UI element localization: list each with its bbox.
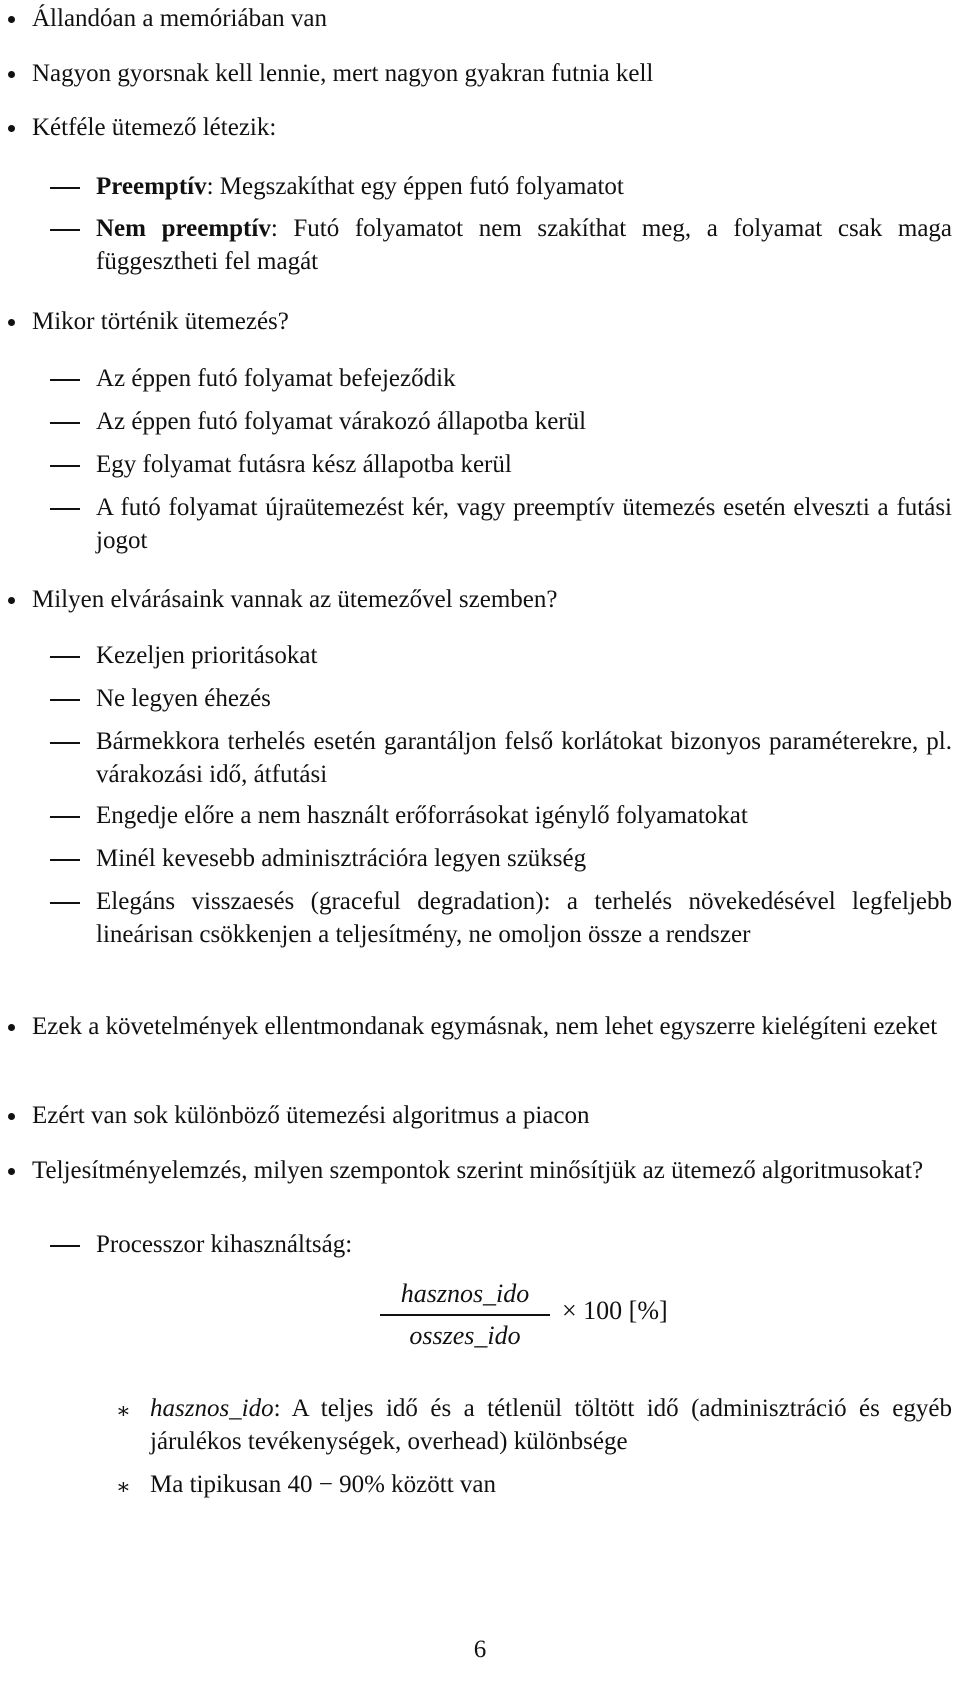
term-description: : Megszakíthat egy éppen futó folyamatot bbox=[206, 173, 624, 200]
sub-list-item-text: Egy folyamat futásra kész állapotba kerül bbox=[96, 451, 512, 478]
dash-icon bbox=[50, 508, 80, 510]
sub-list-item bbox=[96, 799, 952, 832]
sub-sub-list-item-text bbox=[150, 1392, 952, 1458]
dash-icon bbox=[50, 656, 80, 658]
dash-icon bbox=[50, 422, 80, 424]
list-item bbox=[32, 305, 952, 338]
dash-icon bbox=[50, 187, 80, 189]
sub-sub-list-item bbox=[116, 1468, 952, 1501]
list-item-text: Teljesítményelemzés, milyen szempontok szerint minősítjük az ütemező algoritmusokat? bbox=[32, 1157, 924, 1184]
sub-list-item bbox=[96, 1228, 952, 1261]
sub-list-item-text: Processzor kihasználtság: bbox=[96, 1231, 353, 1258]
formula-numerator: hasznos_ido bbox=[400, 1279, 530, 1308]
formula-fraction bbox=[380, 1276, 550, 1354]
bullet-icon bbox=[8, 16, 15, 23]
sub-list-item-text bbox=[96, 170, 952, 203]
sub-list-item-text: A futó folyamat újraütemezést kér, vagy preemptív ütemezés esetén elveszti a futási jogot bbox=[96, 494, 952, 554]
dash-icon bbox=[50, 816, 80, 818]
dash-icon bbox=[50, 699, 80, 701]
list-item bbox=[32, 583, 952, 616]
list-item bbox=[32, 2, 952, 35]
term-bold: Preemptív bbox=[96, 173, 207, 200]
formula-multiplier: × 100 [%] bbox=[562, 1296, 668, 1325]
sub-list-item-text bbox=[96, 212, 952, 278]
sub-list-item-text: Az éppen futó folyamat várakozó állapotba kerül bbox=[96, 408, 587, 435]
sub-list-item-text: Az éppen futó folyamat befejeződik bbox=[96, 365, 456, 392]
dash-icon bbox=[50, 229, 80, 231]
sub-list-item bbox=[96, 491, 952, 557]
dash-icon bbox=[50, 1245, 80, 1247]
dash-icon bbox=[50, 902, 80, 904]
term-description: : A teljes idő és a tétlenül töltött idő (adminisztráció és egyéb járulékos tevékenységek, overhead) különbsége bbox=[150, 1395, 952, 1455]
list-item-text: Nagyon gyorsnak kell lennie, mert nagyon gyakran futnia kell bbox=[32, 60, 654, 87]
list-item bbox=[32, 1010, 952, 1043]
list-item-text: Ezért van sok különböző ütemezési algoritmus a piacon bbox=[32, 1102, 590, 1129]
sub-list-item bbox=[96, 885, 952, 951]
bullet-icon bbox=[8, 71, 15, 78]
list-item-text: Ezek a követelmények ellentmondanak egymásnak, nem lehet egyszerre kielégíteni ezeket bbox=[32, 1013, 938, 1040]
formula-denominator: osszes_ido bbox=[409, 1321, 521, 1350]
sub-list-item bbox=[96, 682, 952, 715]
term-italic: hasznos_ido bbox=[150, 1395, 274, 1422]
sub-list-item bbox=[96, 212, 952, 278]
bullet-icon bbox=[8, 319, 15, 326]
asterisk-icon: ∗ bbox=[116, 1398, 131, 1423]
sub-list-item bbox=[96, 405, 952, 438]
dash-icon bbox=[50, 465, 80, 467]
bullet-icon bbox=[8, 1168, 15, 1175]
asterisk-icon: ∗ bbox=[116, 1474, 131, 1499]
list-item-text: Állandóan a memóriában van bbox=[32, 5, 328, 32]
list-item bbox=[32, 111, 952, 144]
list-item bbox=[32, 1154, 952, 1187]
sub-list-item bbox=[96, 842, 952, 875]
bullet-icon bbox=[8, 1113, 15, 1120]
sub-list-item-text: Elegáns visszaesés (graceful degradation): a terhelés növekedésével legfeljebb lineárisan csökkenjen a teljesítmény, ne omoljon össze a rendszer bbox=[96, 888, 952, 948]
bullet-icon bbox=[8, 125, 15, 132]
sub-list-item bbox=[96, 725, 952, 791]
sub-list-item bbox=[96, 639, 952, 672]
sub-sub-list-item-text: Ma tipikusan 40 − 90% között van bbox=[150, 1471, 496, 1498]
sub-list-item-text: Engedje előre a nem használt erőforrásokat igénylő folyamatokat bbox=[96, 802, 748, 829]
dash-icon bbox=[50, 742, 80, 744]
bullet-icon bbox=[8, 597, 15, 604]
sub-sub-list-item bbox=[116, 1392, 952, 1458]
list-item-text: Mikor történik ütemezés? bbox=[32, 308, 289, 335]
sub-list-item bbox=[96, 170, 952, 203]
bullet-icon bbox=[8, 1024, 15, 1031]
sub-list-item-text: Bármekkora terhelés esetén garantáljon felső korlátokat bizonyos paraméterekre, pl. várakozási idő, átfutási bbox=[96, 728, 952, 788]
page-number: 6 bbox=[473, 1636, 487, 1663]
list-item bbox=[32, 1099, 952, 1132]
list-item-text: Milyen elvárásaink vannak az ütemezővel szemben? bbox=[32, 586, 558, 613]
list-item-text: Kétféle ütemező létezik: bbox=[32, 114, 277, 141]
sub-list-item bbox=[96, 362, 952, 395]
list-item bbox=[32, 57, 952, 90]
sub-list-item bbox=[96, 448, 952, 481]
fraction-bar bbox=[380, 1314, 550, 1316]
utilization-formula bbox=[380, 1276, 700, 1366]
sub-list-item-text: Ne legyen éhezés bbox=[96, 685, 271, 712]
dash-icon bbox=[50, 859, 80, 861]
sub-list-item-text: Minél kevesebb adminisztrációra legyen szükség bbox=[96, 845, 587, 872]
sub-list-item-text: Kezeljen prioritásokat bbox=[96, 642, 318, 669]
term-description: : Futó folyamatot nem szakíthat meg, a folyamat csak maga függesztheti fel magát bbox=[96, 215, 953, 275]
term-bold: Nem preemptív bbox=[96, 215, 271, 242]
dash-icon bbox=[50, 379, 80, 381]
